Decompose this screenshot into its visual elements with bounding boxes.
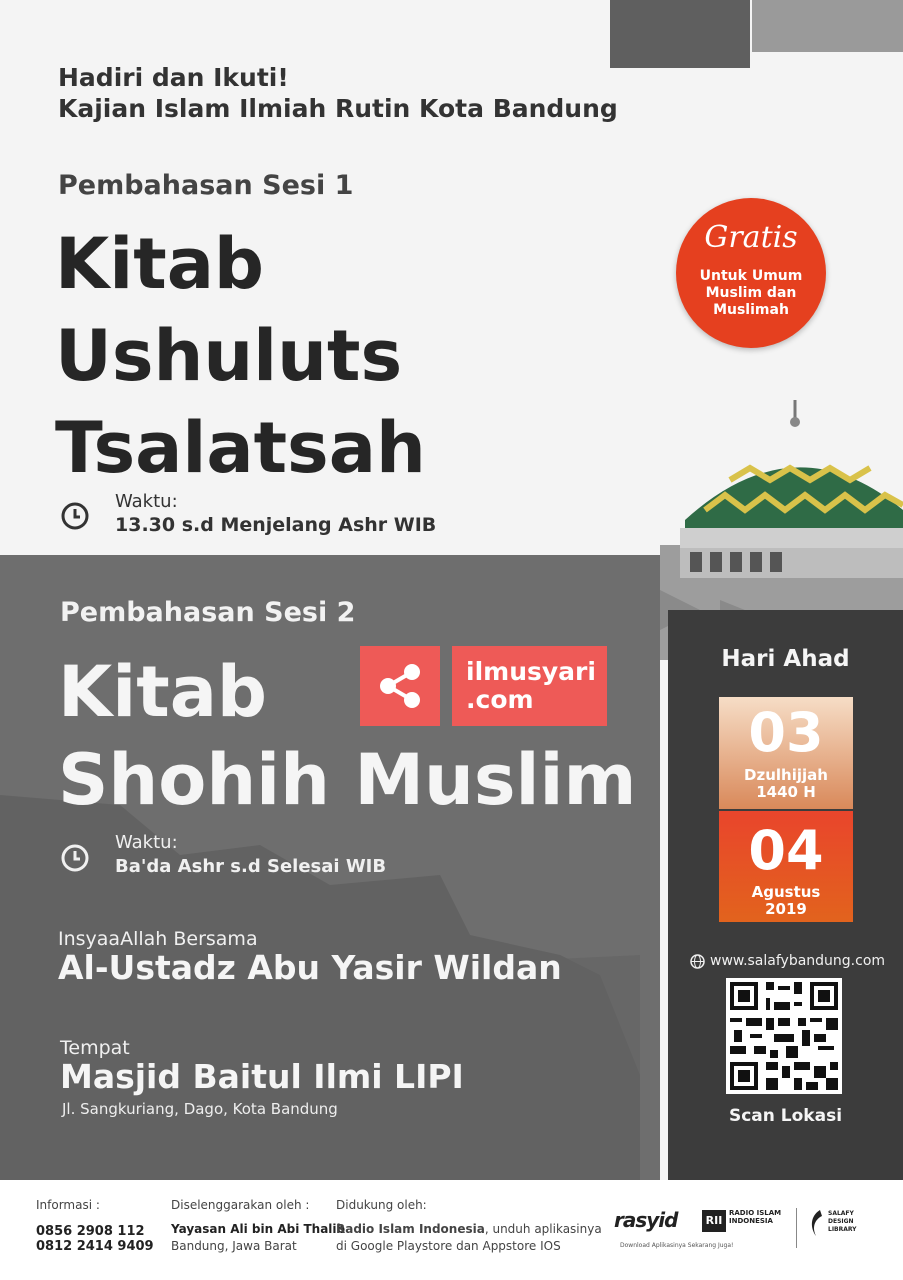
session2-title-line: Shohih Muslim	[58, 739, 637, 821]
badge-line: Untuk Umum	[699, 268, 803, 284]
schedule-day: Hari Ahad	[721, 646, 850, 672]
globe-icon	[690, 954, 705, 969]
venue-name: Masjid Baitul Ilmi LIPI	[60, 1057, 464, 1096]
session1-time-label: Waktu:	[115, 491, 178, 512]
intro-line-2: Kajian Islam Ilmiah Rutin Kota Bandung	[58, 94, 618, 123]
session2-time-value: Ba'da Ashr s.d Selesai WIB	[115, 856, 387, 877]
organizer-label: Diselenggarakan oleh :	[171, 1198, 310, 1212]
share-icon	[360, 646, 440, 726]
rasyid-caption: Download Aplikasinya Sekarang Juga!	[620, 1242, 734, 1249]
speaker-label: InsyaaAllah Bersama	[58, 928, 258, 950]
share-button[interactable]	[360, 646, 440, 726]
salafy-text-line: LIBRARY	[828, 1226, 857, 1233]
hijri-date-box	[719, 697, 853, 809]
venue-address: Jl. Sangkuriang, Dago, Kota Bandung	[62, 1100, 338, 1118]
rasyid-logo: rasyid	[614, 1208, 678, 1232]
session1-label: Pembahasan Sesi 1	[58, 170, 354, 201]
badge-gratis: Gratis	[704, 220, 798, 255]
rii-text-line: RADIO ISLAM	[729, 1209, 782, 1217]
session1-time-value: 13.30 s.d Menjelang Ashr WIB	[115, 514, 437, 536]
phone-number[interactable]: 0856 2908 112	[36, 1224, 145, 1239]
logo-divider	[796, 1208, 797, 1248]
gregorian-year: 2019	[765, 900, 807, 918]
watermark-line: ilmusyari	[466, 657, 596, 686]
clock-icon	[60, 843, 90, 873]
badge-text	[676, 268, 826, 319]
salafy-text-line: DESIGN	[828, 1218, 854, 1225]
gregorian-date-box	[719, 811, 853, 922]
info-label: Informasi :	[36, 1198, 100, 1212]
hijri-year: 1440 H	[756, 783, 816, 801]
salafy-logo-text	[828, 1210, 857, 1234]
decorative-block	[752, 0, 903, 52]
rii-text-line: INDONESIA	[729, 1217, 773, 1225]
session2-label: Pembahasan Sesi 2	[60, 597, 356, 628]
session2-time-label: Waktu:	[115, 832, 178, 853]
badge-line: Muslim dan	[705, 285, 797, 301]
salafy-logo-icon	[806, 1208, 826, 1238]
gregorian-day: 04	[748, 819, 824, 882]
organizer-name: Yayasan Ali bin Abi Thalib	[171, 1222, 346, 1236]
session2-title-line: Kitab	[58, 651, 268, 733]
qr-code[interactable]	[726, 978, 842, 1094]
hijri-month: Dzulhijjah	[744, 766, 828, 784]
support-text: , unduh aplikasinya	[484, 1222, 602, 1236]
scan-label: Scan Lokasi	[728, 1106, 843, 1126]
salafy-text-line: SALAFY	[828, 1210, 854, 1217]
watermark-link[interactable]	[452, 646, 607, 726]
hijri-month-year	[719, 767, 853, 801]
gregorian-month-year	[719, 884, 853, 918]
phone-number[interactable]: 0812 2414 9409	[36, 1239, 154, 1254]
rii-logo-text	[729, 1209, 781, 1225]
badge-line: Muslimah	[713, 302, 789, 318]
intro-line-1: Hadiri dan Ikuti!	[58, 63, 289, 92]
qr-code-image	[726, 978, 842, 1094]
free-badge	[676, 198, 826, 348]
gregorian-month: Agustus	[751, 883, 821, 901]
venue-label: Tempat	[60, 1037, 130, 1059]
session1-title-line: Tsalatsah	[55, 407, 426, 489]
intro-heading	[58, 62, 618, 124]
watermark-line: .com	[466, 685, 534, 714]
support-line	[336, 1222, 602, 1236]
website-link[interactable]: www.salafybandung.com	[710, 953, 886, 969]
decorative-block	[610, 0, 750, 68]
hijri-day: 03	[748, 701, 824, 764]
rii-logo: RII	[702, 1210, 726, 1232]
support-name: Radio Islam Indonesia	[336, 1222, 485, 1236]
session1-title-line: Ushuluts	[55, 315, 403, 397]
support-label: Didukung oleh:	[336, 1198, 427, 1212]
session1-title	[55, 218, 426, 494]
speaker-name: Al-Ustadz Abu Yasir Wildan	[58, 948, 562, 987]
support-line: di Google Playstore dan Appstore IOS	[336, 1239, 561, 1253]
organizer-place: Bandung, Jawa Barat	[171, 1239, 297, 1253]
session1-title-line: Kitab	[55, 223, 265, 305]
clock-icon	[60, 501, 90, 531]
